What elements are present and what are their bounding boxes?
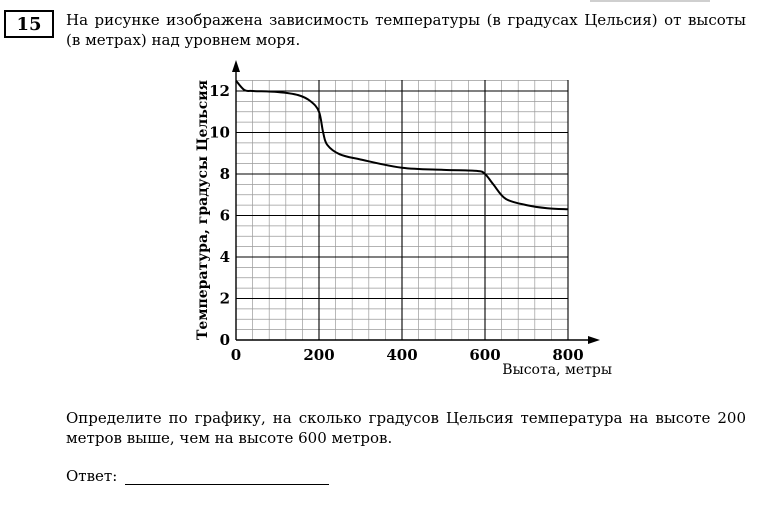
y-tick-label: 0 xyxy=(219,331,230,349)
y-tick-label: 8 xyxy=(219,165,230,183)
y-axis-arrow xyxy=(232,60,240,72)
x-tick-label: 400 xyxy=(386,346,418,364)
x-axis-arrow xyxy=(588,336,600,344)
y-tick-label: 4 xyxy=(219,248,230,266)
x-tick-label: 600 xyxy=(469,346,501,364)
x-axis-label: Высота, метры xyxy=(502,362,612,378)
y-tick-label: 2 xyxy=(219,289,230,308)
chart-axes xyxy=(232,60,600,344)
y-tick-label: 6 xyxy=(219,206,230,225)
y-tick-label: 10 xyxy=(209,123,230,142)
y-axis-label: Температура, градусы Цельсия xyxy=(195,80,211,340)
task-number: 15 xyxy=(16,13,42,35)
answer-label: Ответ: xyxy=(66,467,118,485)
problem-statement: На рисунке изображена зависимость температуры (в градусах Цельсия) от высоты (в метрах) над уровнем моря. xyxy=(66,11,746,49)
answer-field[interactable] xyxy=(125,466,329,485)
x-tick-label: 800 xyxy=(552,346,584,364)
x-tick-label: 0 xyxy=(230,346,242,364)
y-tick-label: 12 xyxy=(209,82,230,100)
question-text: Определите по графику, на сколько градусов Цельсия температура на высоте 200 метров выше, чем на высоте 600 метров. xyxy=(66,409,746,447)
x-tick-label: 200 xyxy=(303,346,335,364)
chart-tick-labels xyxy=(209,82,584,364)
answer-row xyxy=(66,466,329,485)
